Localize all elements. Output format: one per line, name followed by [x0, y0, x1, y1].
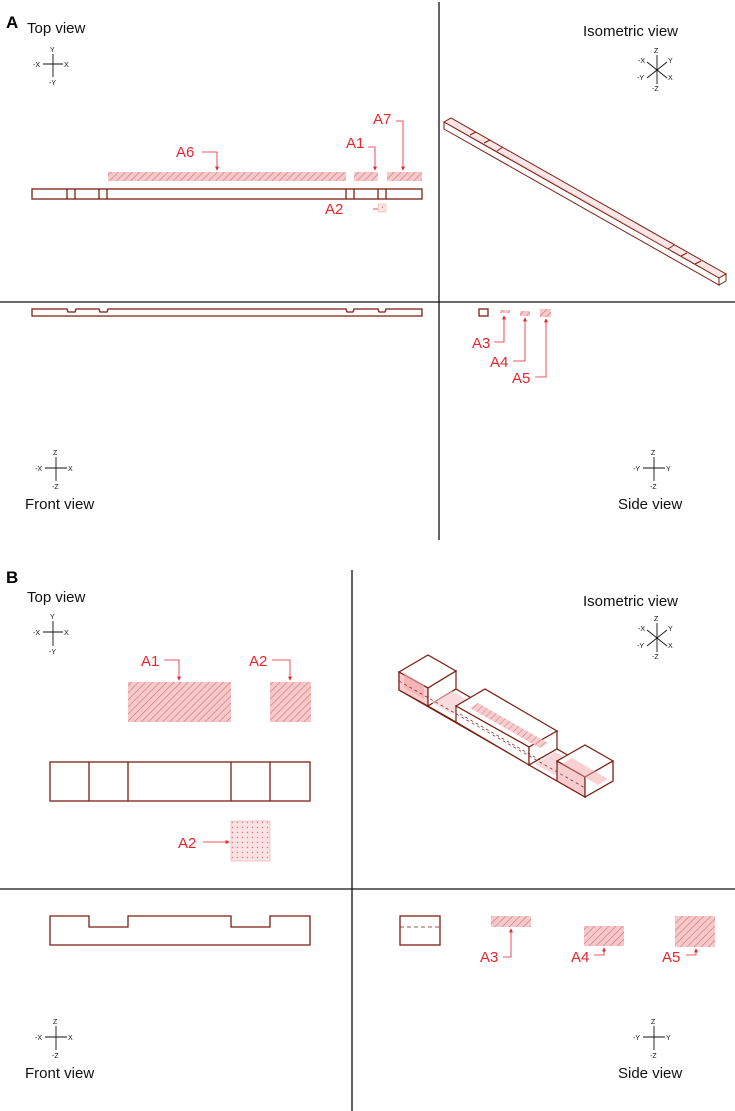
svg-text:-X: -X — [33, 62, 40, 69]
axis-gizmo-front — [35, 1019, 73, 1060]
svg-text:-X: -X — [35, 1035, 42, 1042]
svg-text:-Z: -Z — [652, 86, 659, 93]
side-profile — [479, 309, 488, 316]
axis-gizmo-front — [35, 450, 73, 491]
svg-text:-Y: -Y — [633, 1035, 640, 1042]
region-a5 — [540, 309, 551, 317]
callout-a4: A4 — [490, 354, 509, 371]
region-a3 — [491, 916, 531, 927]
svg-text:Y: Y — [668, 626, 673, 633]
panel-label-a: A — [6, 13, 19, 32]
svg-text:Z: Z — [651, 1019, 656, 1026]
panel-label-b: B — [6, 568, 19, 587]
front-view-title: Front view — [25, 496, 95, 513]
svg-text:X: X — [668, 643, 673, 650]
svg-text:X: X — [64, 62, 69, 69]
svg-text:X: X — [64, 630, 69, 637]
top-view-title: Top view — [27, 589, 86, 606]
top-view-title: Top view — [27, 20, 86, 37]
region-a4 — [520, 311, 530, 316]
svg-text:Y: Y — [50, 47, 55, 54]
svg-text:Y: Y — [666, 466, 671, 473]
side-profile — [400, 916, 440, 945]
panel-b — [0, 568, 735, 1111]
region-a2-bottom — [231, 821, 270, 861]
svg-text:Z: Z — [651, 450, 656, 457]
front-view-title: Front view — [25, 1065, 95, 1082]
svg-text:-X: -X — [33, 630, 40, 637]
axis-gizmo-iso — [637, 616, 673, 661]
callout-a2: A2 — [325, 201, 344, 218]
callout-a3: A3 — [480, 949, 499, 966]
callout-a2: A2 — [249, 653, 268, 670]
callout-a5: A5 — [512, 370, 531, 387]
svg-text:Y: Y — [666, 1035, 671, 1042]
callout-a1: A1 — [141, 653, 160, 670]
svg-text:Z: Z — [53, 1019, 58, 1026]
svg-text:-Z: -Z — [650, 484, 657, 491]
svg-text:Z: Z — [654, 48, 659, 55]
region-a1 — [354, 172, 378, 181]
axis-gizmo-top — [33, 614, 69, 656]
panel-a — [0, 2, 735, 540]
svg-text:-X: -X — [35, 466, 42, 473]
region-a3 — [500, 310, 510, 313]
svg-text:X: X — [68, 466, 73, 473]
region-a2 — [378, 204, 386, 212]
svg-text:-Z: -Z — [652, 654, 659, 661]
callout-a4: A4 — [571, 949, 590, 966]
axis-gizmo-side — [633, 1019, 671, 1060]
svg-text:-Y: -Y — [633, 466, 640, 473]
region-a6 — [108, 172, 346, 181]
side-view-title: Side view — [618, 1065, 683, 1082]
iso-view-part — [399, 655, 613, 797]
axis-gizmo-top — [33, 47, 69, 87]
region-a7 — [387, 172, 422, 181]
callout-a2-bottom: A2 — [178, 835, 197, 852]
region-a1 — [128, 682, 231, 722]
svg-text:X: X — [68, 1035, 73, 1042]
svg-text:Z: Z — [53, 450, 58, 457]
svg-text:-Z: -Z — [52, 1053, 59, 1060]
svg-text:-Z: -Z — [650, 1053, 657, 1060]
region-a5 — [675, 916, 715, 947]
top-view-part — [32, 189, 422, 199]
callout-a3: A3 — [472, 335, 491, 352]
axis-gizmo-side — [633, 450, 671, 491]
callout-a5: A5 — [662, 949, 681, 966]
front-view-part — [50, 916, 310, 945]
svg-text:-Y: -Y — [49, 649, 56, 656]
iso-view-part — [444, 118, 726, 285]
svg-text:X: X — [668, 75, 673, 82]
axis-gizmo-iso — [637, 48, 673, 93]
front-view-part — [32, 309, 422, 316]
region-a2 — [270, 682, 311, 722]
callout-a1: A1 — [346, 135, 365, 152]
svg-text:Y: Y — [50, 614, 55, 621]
svg-text:-Z: -Z — [52, 484, 59, 491]
svg-text:-Y: -Y — [637, 75, 644, 82]
iso-view-title: Isometric view — [583, 23, 679, 40]
callout-a7: A7 — [373, 111, 392, 128]
side-view-title: Side view — [618, 496, 683, 513]
region-a4 — [584, 926, 624, 946]
svg-text:-Y: -Y — [637, 643, 644, 650]
svg-text:-X: -X — [638, 626, 645, 633]
svg-text:-Y: -Y — [49, 80, 56, 87]
svg-text:-X: -X — [638, 58, 645, 65]
svg-text:Z: Z — [654, 616, 659, 623]
svg-text:Y: Y — [668, 58, 673, 65]
top-view-part — [50, 762, 310, 801]
iso-view-title: Isometric view — [583, 593, 679, 610]
callout-a6: A6 — [176, 144, 195, 161]
